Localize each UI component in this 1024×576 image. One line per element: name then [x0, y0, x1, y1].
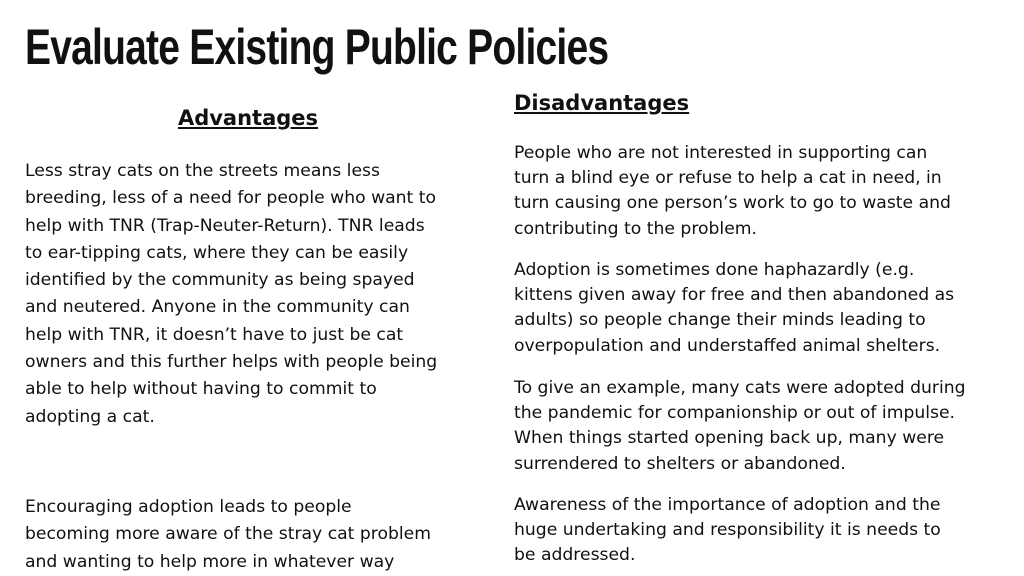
text-line: and neutered. Anyone in the community can	[25, 297, 410, 318]
text-line: turn causing one person’s work to go to waste and	[514, 193, 951, 214]
advantages-heading: Advantages	[177, 106, 319, 130]
text-line: becoming more aware of the stray cat problem	[25, 524, 431, 545]
slide-title: Evaluate Existing Public Policies	[25, 19, 609, 75]
text-line: kittens given away for free and then abandoned as	[514, 285, 955, 306]
text-line: adopting a cat.	[25, 406, 155, 427]
text-line: surrendered to shelters or abandoned.	[514, 453, 846, 474]
advantages-paragraph-2	[25, 494, 431, 576]
text-line: Awareness of the importance of adoption and the	[514, 495, 941, 515]
text-line: Less stray cats on the streets means less	[25, 161, 380, 181]
text-line: and wanting to help more in whatever way	[25, 551, 395, 572]
text-line: identified by the community as being spayed	[25, 270, 415, 291]
text-line: breeding, less of a need for people who want to	[25, 188, 437, 209]
text-line: help with TNR (Trap-Neuter-Return). TNR leads	[25, 215, 425, 236]
text-line: contributing to the problem.	[514, 218, 757, 239]
text-line: turn a blind eye or refuse to help a cat in need, in	[514, 168, 942, 189]
text-line: the pandemic for companionship or out of impulse.	[514, 403, 956, 424]
disadvantages-heading: Disadvantages	[514, 91, 690, 115]
disadvantages-paragraph-3	[514, 376, 966, 477]
text-line: able to help without having to commit to	[25, 379, 377, 400]
text-line: adults) so people change their minds leading to	[514, 310, 926, 331]
disadvantages-paragraph-2	[514, 258, 954, 359]
text-line: be addressed.	[514, 545, 636, 566]
text-line: help with TNR, it doesn’t have to just be cat	[25, 324, 404, 345]
disadvantages-paragraph-1	[514, 141, 951, 242]
text-line: owners and this further helps with people being	[25, 352, 438, 373]
text-line: huge undertaking and responsibility it is needs to	[514, 520, 941, 541]
disadvantages-paragraph-4	[514, 493, 941, 569]
text-line: to ear-tipping cats, where they can be easily	[25, 242, 409, 263]
text-line: When things started opening back up, many were	[514, 428, 945, 449]
text-line: To give an example, many cats were adopted during	[514, 378, 966, 398]
text-line: overpopulation and understaffed animal shelters.	[514, 335, 941, 356]
text-line: Adoption is sometimes done haphazardly (e.g.	[514, 260, 915, 280]
advantages-paragraph-1	[25, 158, 437, 431]
text-line: People who are not interested in supporting can	[514, 143, 928, 163]
text-line: Encouraging adoption leads to people	[25, 497, 352, 517]
